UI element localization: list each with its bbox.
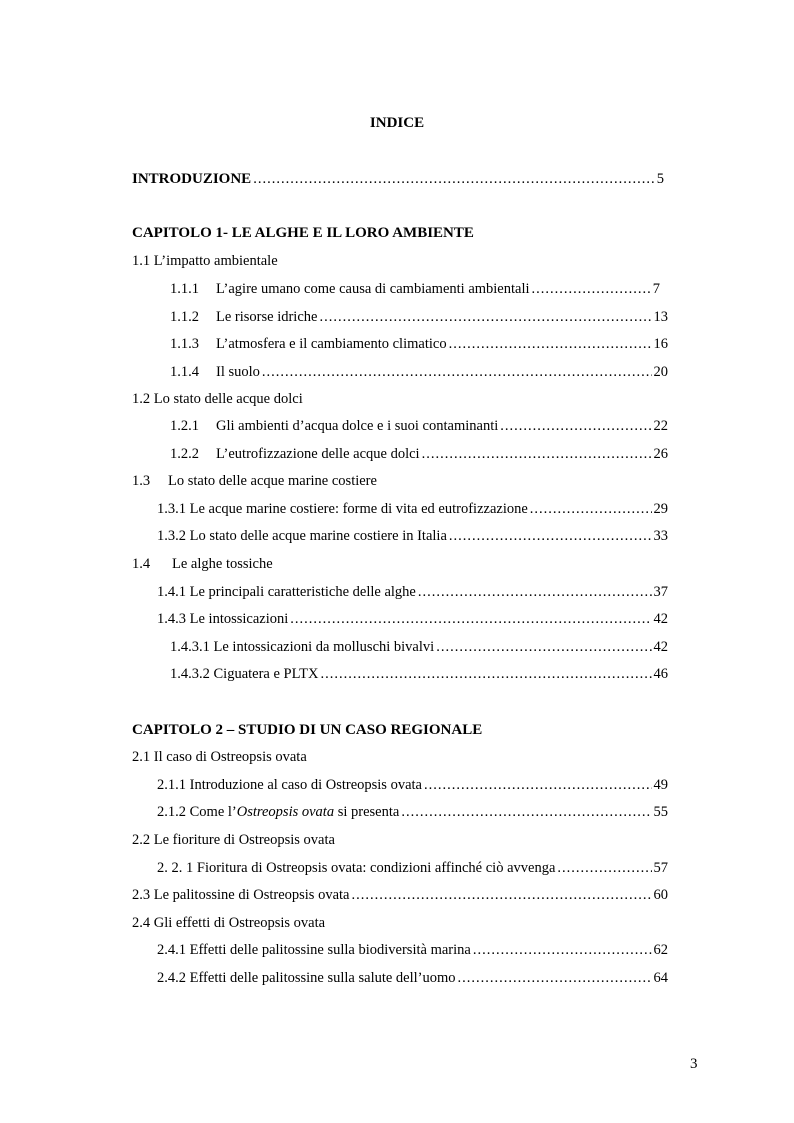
toc-entry-label: 1.4.1 Le principali caratteristiche delle alghe	[157, 584, 416, 600]
section-2-4[interactable]: 2.4 Gli effetti di Ostreopsis ovata	[132, 915, 326, 931]
toc-entry-1-1-1[interactable]	[170, 278, 660, 300]
toc-leader-dots	[449, 333, 652, 355]
toc-leader-dots	[473, 939, 652, 961]
toc-page-number: 42	[653, 639, 668, 655]
section-1-2[interactable]: 1.2 Lo stato delle acque dolci	[132, 391, 303, 407]
toc-entry-1-4-3-2[interactable]	[170, 663, 668, 685]
toc-leader-dots	[458, 967, 652, 989]
toc-entry-label: 2.4.2 Effetti delle palitossine sulla salute dell’uomo	[157, 970, 456, 986]
toc-page-number: 42	[653, 611, 668, 627]
toc-leader-dots	[262, 361, 652, 383]
toc-page-number: 64	[653, 970, 668, 986]
toc-entry-1-4-3-1[interactable]	[170, 636, 668, 658]
chapter-1-heading[interactable]: CAPITOLO 1- LE ALGHE E IL LORO AMBIENTE	[132, 225, 474, 241]
toc-entry-2-1-2[interactable]	[157, 801, 668, 823]
toc-page-number: 57	[653, 860, 668, 876]
toc-entry-1-3-1[interactable]	[157, 498, 668, 520]
section-1-3[interactable]	[132, 470, 377, 492]
toc-leader-dots	[401, 801, 651, 823]
toc-entry-2-2-1[interactable]	[157, 857, 668, 879]
toc-leader-dots	[449, 525, 652, 547]
toc-entry-label: 1.4.3 Le intossicazioni	[157, 611, 289, 627]
toc-page-number: 13	[653, 309, 668, 325]
toc-entry-label: 2. 2. 1 Fioritura di Ostreopsis ovata: condizioni affinché ciò avvenga	[157, 860, 556, 876]
toc-page-number: 22	[653, 418, 668, 434]
toc-entry-1-1-2[interactable]	[170, 306, 668, 328]
toc-entry-1-1-4[interactable]	[170, 361, 668, 383]
toc-leader-dots	[500, 415, 651, 437]
toc-page-number: 26	[653, 446, 668, 462]
toc-entry-label: 1.2.1 Gli ambienti d’acqua dolce e i suoi contaminanti	[170, 418, 499, 434]
toc-entry-label: 1.3.2 Lo stato delle acque marine costiere in Italia	[157, 528, 447, 544]
toc-entry-label: 1.4.3.1 Le intossicazioni da molluschi bivalvi	[170, 639, 435, 655]
toc-entry-label: 1.4.3.2 Ciguatera e PLTX	[170, 666, 319, 682]
toc-entry-1-1-3[interactable]	[170, 333, 668, 355]
toc-leader-dots	[253, 168, 655, 190]
toc-leader-dots	[530, 498, 652, 520]
toc-entry-label: 1.1.4 Il suolo	[170, 364, 260, 380]
toc-page-number: 7	[652, 281, 660, 297]
section-1-4[interactable]	[132, 553, 273, 575]
section-number: 1.4	[132, 556, 151, 572]
toc-entry-label: 1.1.3 L’atmosfera e il cambiamento climatico	[170, 336, 447, 352]
toc-leader-dots	[424, 774, 652, 796]
toc-leader-dots	[532, 278, 651, 300]
section-2-2[interactable]: 2.2 Le fioriture di Ostreopsis ovata	[132, 832, 335, 848]
toc-entry-label: 1.1.1 L’agire umano come causa di cambiamenti ambientali	[170, 281, 530, 297]
toc-entry-1-4-1[interactable]	[157, 581, 668, 603]
section-number: 1.3	[132, 473, 151, 489]
section-2-1[interactable]: 2.1 Il caso di Ostreopsis ovata	[132, 749, 307, 765]
section-title: Lo stato delle acque marine costiere	[168, 473, 377, 489]
toc-entry-2-3[interactable]	[132, 884, 668, 906]
toc-entry-2-4-1[interactable]	[157, 939, 668, 961]
toc-entry-2-4-2[interactable]	[157, 967, 668, 989]
page-title: INDICE	[369, 115, 425, 131]
toc-page-number: 46	[653, 666, 668, 682]
toc-leader-dots	[422, 443, 652, 465]
toc-entry-label: 1.3.1 Le acque marine costiere: forme di vita ed eutrofizzazione	[157, 501, 528, 517]
toc-page-number: 62	[653, 942, 668, 958]
page-number: 3	[690, 1056, 698, 1072]
toc-page-number: 37	[653, 584, 668, 600]
toc-entry-2-1-1[interactable]	[157, 774, 668, 796]
toc-page-number: 49	[653, 777, 668, 793]
toc-leader-dots	[436, 636, 651, 658]
toc-leader-dots	[418, 581, 652, 603]
toc-page-number: 29	[653, 501, 668, 517]
toc-entry-1-2-2[interactable]	[170, 443, 668, 465]
toc-leader-dots	[320, 663, 651, 685]
toc-entry-label: 2.1.1 Introduzione al caso di Ostreopsis ovata	[157, 777, 422, 793]
chapter-2-heading[interactable]: CAPITOLO 2 – STUDIO DI UN CASO REGIONALE	[132, 722, 483, 738]
toc-page-number: 5	[656, 171, 664, 187]
toc-entry-label: 2.1.2 Come l’Ostreopsis ovata si presenta	[157, 804, 400, 820]
toc-leader-dots	[319, 306, 651, 328]
toc-page-number: 20	[653, 364, 668, 380]
toc-entry-label: INTRODUZIONE	[132, 171, 252, 187]
toc-leader-dots	[351, 884, 651, 906]
section-1-1[interactable]: 1.1 L’impatto ambientale	[132, 253, 278, 269]
toc-entry-label: 1.1.2 Le risorse idriche	[170, 309, 318, 325]
toc-entry-label: 2.3 Le palitossine di Ostreopsis ovata	[132, 887, 350, 903]
toc-page-number: 16	[653, 336, 668, 352]
toc-entry-1-2-1[interactable]	[170, 415, 668, 437]
toc-leader-dots	[557, 857, 651, 879]
toc-entry-label: 1.2.2 L’eutrofizzazione delle acque dolci	[170, 446, 420, 462]
toc-entry-1-3-2[interactable]	[157, 525, 668, 547]
section-title: Le alghe tossiche	[172, 556, 273, 572]
toc-entry-label: 2.4.1 Effetti delle palitossine sulla biodiversità marina	[157, 942, 471, 958]
toc-page-number: 33	[653, 528, 668, 544]
toc-entry-1-4-3[interactable]	[157, 608, 668, 630]
toc-entry-introduzione[interactable]	[132, 168, 664, 190]
toc-leader-dots	[290, 608, 651, 630]
toc-page-number: 60	[653, 887, 668, 903]
toc-page-number: 55	[653, 804, 668, 820]
